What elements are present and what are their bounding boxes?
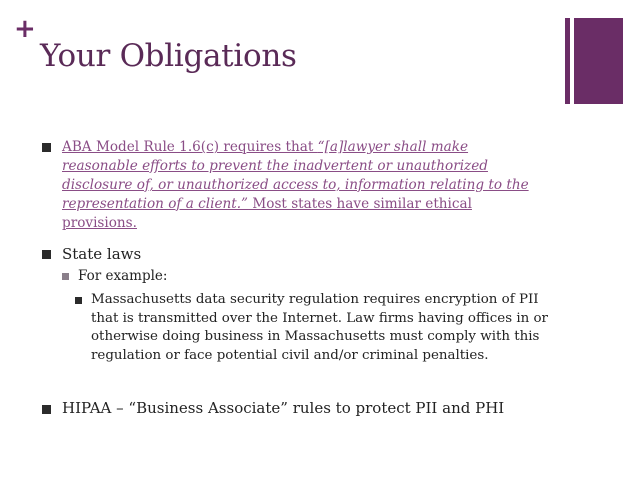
accent-bar-thin (565, 18, 570, 104)
bullet-for-example: For example: (78, 268, 168, 284)
bullet-hipaa: HIPAA – “Business Associate” rules to protect PII and PHI (62, 399, 505, 417)
sub-bullet-square-icon (62, 273, 69, 280)
bullet-square-icon (42, 250, 51, 259)
bullet-massachusetts: Massachusetts data security regulation requires encryption of PII that is transmitted over the Internet. Law firms having offices in or otherwise doing business in Massachusetts must comply with this regulation or face potential civil and/or criminal penalties. (91, 292, 548, 363)
plus-icon: + (14, 14, 36, 44)
sub-sub-bullet-square-icon (75, 297, 82, 304)
bullet-square-icon (42, 405, 51, 414)
bullet-square-icon (42, 143, 51, 152)
accent-bar-thick (574, 18, 623, 104)
slide-title: Your Obligations (40, 38, 297, 74)
aba-rule-link[interactable]: ABA Model Rule 1.6(c) requires that “[a]lawyer shall make reasonable efforts to prevent the inadvertent or unauthorized disclosure of, or unauthorized access to, information relating to the representation of a client.” Most states have similar ethical provisions. (62, 139, 529, 231)
bullet-aba-rule (62, 138, 542, 233)
bullet-state-laws: State laws (62, 245, 142, 263)
